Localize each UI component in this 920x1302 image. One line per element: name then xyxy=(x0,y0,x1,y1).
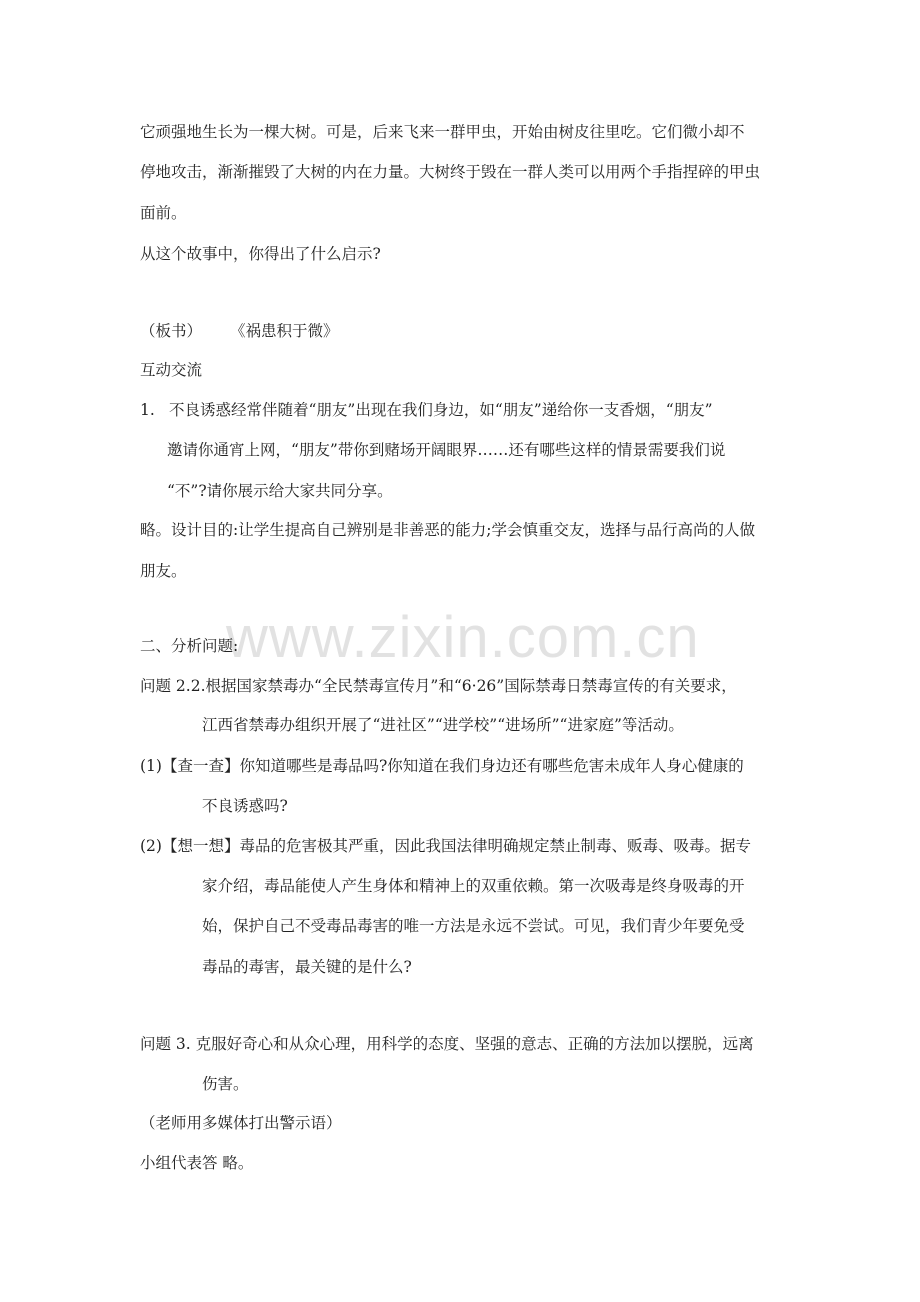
question-line: 从这个故事中，你得出了什么启示? xyxy=(140,245,381,263)
note-line: 略。设计目的:让学生提高自己辨别是非善恶的能力;学会慎重交友，选择与品行高尚的人做 xyxy=(140,521,755,539)
question-line: 江西省禁毒办组织开展了“进社区”“进学校”“进场所”“进家庭”等活动。 xyxy=(202,716,684,734)
paragraph-line: 面前。 xyxy=(140,204,187,222)
note-line: 朋友。 xyxy=(140,562,187,580)
list-number: 1. xyxy=(140,401,155,419)
question-line: (1)【查一查】你知道哪些是毒品吗?你知道在我们身边还有哪些危害未成年人身心健康的 xyxy=(140,757,744,775)
watermark: www.zixin.com.cn xyxy=(226,605,700,670)
question-line: 毒品的毒害，最关键的是什么? xyxy=(202,958,412,976)
question-line: 伤害。 xyxy=(202,1075,249,1093)
question-line: 问题 2.2.根据国家禁毒办“全民禁毒宣传月”和“6·26”国际禁毒日禁毒宣传的有关要求， xyxy=(140,677,737,695)
note-line: （老师用多媒体打出警示语） xyxy=(140,1114,342,1132)
question-line: 始，保护自己不受毒品毒害的唯一方法是永远不尝试。可见，我们青少年要免受 xyxy=(202,917,745,935)
board-title: 《祸患积于微》 xyxy=(230,322,339,340)
board-label: （板书） xyxy=(140,322,203,340)
question-line: 不良诱惑吗? xyxy=(202,797,288,815)
section-heading: 互动交流 xyxy=(140,361,203,379)
note-line: 小组代表答 略。 xyxy=(140,1154,254,1172)
question-line: 问题 3. 克服好奇心和从众心理，用科学的态度、坚强的意志、正确的方法加以摆脱，远离 xyxy=(140,1035,754,1053)
list-item-line: 不良诱惑经常伴随着“朋友”出现在我们身边，如“朋友”递给你一支香烟，“朋友” xyxy=(169,401,713,419)
list-item-line: 邀请你通宵上网，“朋友”带你到赌场开阔眼界……还有哪些这样的情景需要我们说 xyxy=(167,441,726,459)
list-item-line: “不”?请你展示给大家共同分享。 xyxy=(167,482,393,500)
section-heading: 二、分析问题: xyxy=(140,637,239,655)
paragraph-line: 停地攻击，渐渐摧毁了大树的内在力量。大树终于毁在一群人类可以用两个手指捏碎的甲虫 xyxy=(140,163,761,181)
paragraph-line: 它顽强地生长为一棵大树。可是，后来飞来一群甲虫，开始由树皮往里吃。它们微小却不 xyxy=(140,123,745,141)
question-line: (2)【想一想】毒品的危害极其严重，因此我国法律明确规定禁止制毒、贩毒、吸毒。据专 xyxy=(140,837,751,855)
question-line: 家介绍，毒品能使人产生身体和精神上的双重依赖。第一次吸毒是终身吸毒的开 xyxy=(202,877,745,895)
